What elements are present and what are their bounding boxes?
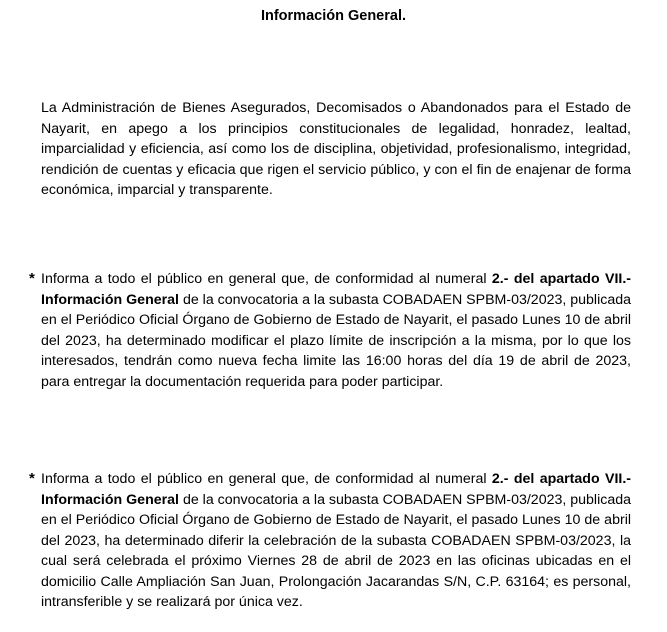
notice-2-lead-text: Informa a todo el público en general que, de conformidad al numeral [41, 471, 492, 487]
notice-2-bold-reference: 2.- del apartado VII.- Información General [41, 471, 631, 508]
intro-paragraph: La Administración de Bienes Asegurados, Decomisados o Abandonados para el Estado de Nayarit, en apego a los principios constitucionales de legalidad, honradez, lealtad, imparcialidad y eficiencia, así como los de disciplina, objetividad, profesionalismo, integridad, rendición de cuentas y eficacia que rigen el servicio público, y con el fin de enajenar de forma económica, imparcial y transparente. [41, 100, 631, 198]
notice-2-body-text: de la convocatoria a la subasta COBADAEN SPBM-03/2023, publicada en el Periódico Oficial Órgano de Gobierno de Estado de Nayarit, el pasado Lunes 10 de abril del 2023, ha determinado diferir la celebración de la subasta COBADAEN SPBM-03/2023, la cual será celebrada el próximo Viernes 28 de abril de 2023 en las oficinas ubicadas en el domicilio Calle Ampliación San Juan, Prolongación Jacarandas S/N, C.P. 63164; es personal, intransferible y se realizará por única vez. [41, 491, 631, 610]
notice-1-lead-text: Informa a todo el público en general que, de conformidad al numeral [41, 271, 492, 287]
notice-paragraph-1 [29, 269, 631, 392]
notice-1-body-text: de la convocatoria a la subasta COBADAEN SPBM-03/2023, publicada en el Periódico Oficial Órgano de Gobierno de Estado de Nayarit, el pasado Lunes 10 de abril del 2023, ha determinado modificar el plazo límite de inscripción a la misma, por lo que los interesados, tendrán como nueva fecha limite las 16:00 horas del día 19 de abril de 2023, para entregar la documentación requerida para poder participar. [41, 291, 631, 390]
bullet-asterisk-icon: * [29, 270, 35, 287]
bullet-asterisk-icon: * [29, 470, 35, 487]
notice-paragraph-2 [29, 469, 631, 613]
document-title: Información General. [260, 8, 407, 24]
notice-1-bold-reference: 2.- del apartado VII.- Información General [41, 271, 631, 308]
